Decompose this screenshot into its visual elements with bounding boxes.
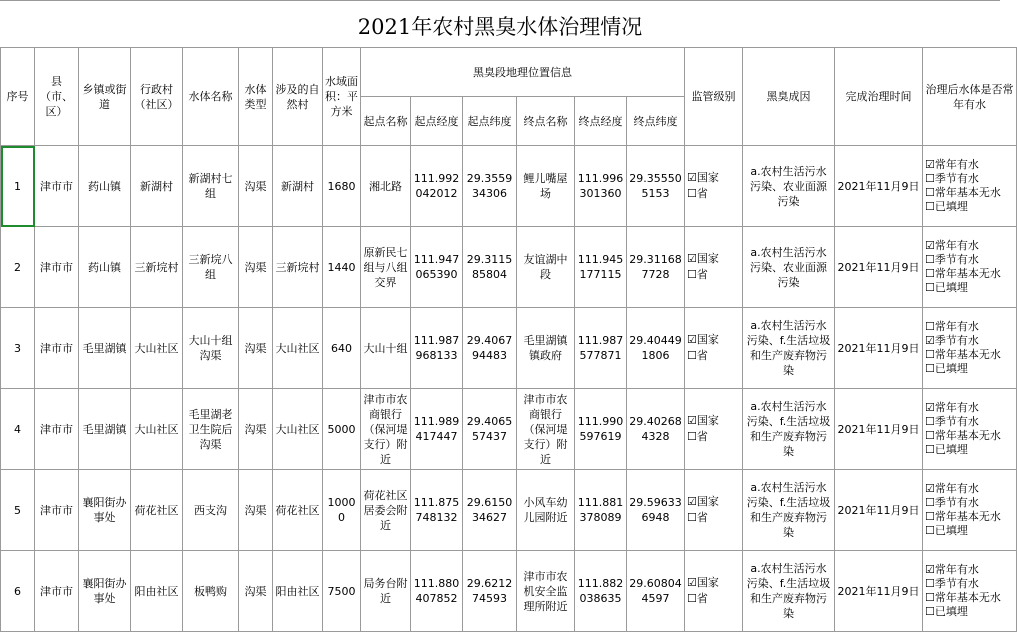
cell-start-name[interactable]: 大山十组 [361, 308, 411, 389]
cell-completion[interactable]: 2021年11月9日 [835, 146, 923, 227]
cell-area[interactable]: 1440 [323, 227, 361, 308]
header-start-lng[interactable]: 起点经度 [411, 97, 463, 146]
water-status-option[interactable]: ☐常年基本无水 [925, 186, 1001, 199]
supervision-province-checkbox[interactable]: ☐省 [687, 268, 708, 281]
header-town[interactable]: 乡镇或街道 [79, 48, 131, 146]
cell-supervision[interactable] [685, 146, 743, 227]
cell-end-lat[interactable]: 29.355505153 [627, 146, 685, 227]
water-status-option[interactable]: ☐已填埋 [925, 605, 968, 618]
table-row [1, 389, 1017, 470]
cell-after[interactable] [923, 308, 1017, 389]
supervision-province-checkbox[interactable]: ☐省 [687, 511, 708, 524]
supervision-national-checkbox[interactable]: ☑国家 [687, 252, 719, 265]
cell-water-type[interactable]: 沟渠 [239, 551, 273, 632]
cell-end-name[interactable]: 津市市农商银行（保河堤支行）附近 [517, 389, 575, 470]
table-body [1, 146, 1017, 632]
cell-area[interactable]: 10000 [323, 470, 361, 551]
cell-end-name[interactable]: 小风车幼儿园附近 [517, 470, 575, 551]
water-status-option[interactable]: ☐季节有水 [925, 172, 979, 185]
header-water-name[interactable]: 水体名称 [183, 48, 239, 146]
cell-village[interactable]: 大山社区 [131, 389, 183, 470]
water-status-option[interactable]: ☐常年基本无水 [925, 429, 1001, 442]
cell-county[interactable]: 津市市 [35, 551, 79, 632]
cell-start-lng[interactable]: 111.987968133 [411, 308, 463, 389]
cell-end-lng[interactable]: 111.882038635 [575, 551, 627, 632]
cell-end-name[interactable]: 鲤儿嘴屋场 [517, 146, 575, 227]
cell-supervision[interactable] [685, 389, 743, 470]
header-cause[interactable]: 黑臭成因 [743, 48, 835, 146]
cell-completion[interactable]: 2021年11月9日 [835, 551, 923, 632]
cell-completion[interactable]: 2021年11月9日 [835, 389, 923, 470]
table-row [1, 308, 1017, 389]
water-status-option[interactable]: ☐季节有水 [925, 577, 979, 590]
cell-natural-village[interactable]: 阳由社区 [273, 551, 323, 632]
cell-end-lat[interactable]: 29.404491806 [627, 308, 685, 389]
water-status-option[interactable]: ☐已填埋 [925, 524, 968, 537]
cell-end-lat[interactable]: 29.608044597 [627, 551, 685, 632]
cell-supervision[interactable] [685, 227, 743, 308]
supervision-province-checkbox[interactable]: ☐省 [687, 349, 708, 362]
cell-village[interactable]: 三新垸村 [131, 227, 183, 308]
cell-county[interactable]: 津市市 [35, 146, 79, 227]
cell-start-lng[interactable]: 111.989417447 [411, 389, 463, 470]
cell-start-lat[interactable]: 29.621274593 [463, 551, 517, 632]
cell-end-lng[interactable]: 111.996301360 [575, 146, 627, 227]
cell-start-name[interactable]: 津市市农商银行（保河堤支行）附近 [361, 389, 411, 470]
cell-start-lat[interactable]: 29.355934306 [463, 146, 517, 227]
header-end-lat[interactable]: 终点纬度 [627, 97, 685, 146]
water-status-option[interactable]: ☐常年基本无水 [925, 348, 1001, 361]
cell-water-name[interactable]: 新湖村七组 [183, 146, 239, 227]
cell-town[interactable]: 药山镇 [79, 146, 131, 227]
cell-area[interactable]: 5000 [323, 389, 361, 470]
cell-cause[interactable]: a.农村生活污水污染、f.生活垃圾和生产废弃物污染 [743, 308, 835, 389]
cell-town[interactable]: 药山镇 [79, 227, 131, 308]
cell-completion[interactable]: 2021年11月9日 [835, 308, 923, 389]
cell-county[interactable]: 津市市 [35, 308, 79, 389]
supervision-province-checkbox[interactable]: ☐省 [687, 430, 708, 443]
cell-end-lat[interactable]: 29.596336948 [627, 470, 685, 551]
cell-town[interactable]: 襄阳街办事处 [79, 551, 131, 632]
cell-town[interactable]: 襄阳街办事处 [79, 470, 131, 551]
header-row-1 [1, 48, 1017, 97]
cell-water-name[interactable]: 板鸭购 [183, 551, 239, 632]
cell-seq[interactable]: 2 [1, 227, 35, 308]
table-row [1, 146, 1017, 227]
cell-area[interactable]: 640 [323, 308, 361, 389]
supervision-national-checkbox[interactable]: ☑国家 [687, 333, 719, 346]
header-supervision[interactable]: 监管级别 [685, 48, 743, 146]
cell-start-lng[interactable]: 111.880407852 [411, 551, 463, 632]
cell-natural-village[interactable]: 大山社区 [273, 308, 323, 389]
water-status-option[interactable]: ☐季节有水 [925, 415, 979, 428]
cell-start-lng[interactable]: 111.992042012 [411, 146, 463, 227]
cell-cause[interactable]: a.农村生活污水污染、f.生活垃圾和生产废弃物污染 [743, 551, 835, 632]
governance-table [0, 47, 1017, 632]
header-start-name[interactable]: 起点名称 [361, 97, 411, 146]
cell-supervision[interactable] [685, 470, 743, 551]
cell-village[interactable]: 新湖村 [131, 146, 183, 227]
cell-water-name[interactable]: 毛里湖老卫生院后沟渠 [183, 389, 239, 470]
water-status-option[interactable]: ☐常年有水 [925, 320, 979, 333]
water-status-option[interactable]: ☑常年有水 [925, 482, 979, 495]
cell-town[interactable]: 毛里湖镇 [79, 308, 131, 389]
cell-cause[interactable]: a.农村生活污水污染、农业面源污染 [743, 227, 835, 308]
header-area[interactable]: 水域面积：平方米 [323, 48, 361, 146]
water-status-option[interactable]: ☑季节有水 [925, 334, 979, 347]
cell-end-lng[interactable]: 111.881378089 [575, 470, 627, 551]
cell-end-lng[interactable]: 111.990597619 [575, 389, 627, 470]
water-status-option[interactable]: ☑常年有水 [925, 239, 979, 252]
cell-completion[interactable]: 2021年11月9日 [835, 227, 923, 308]
supervision-national-checkbox[interactable]: ☑国家 [687, 414, 719, 427]
cell-start-lat[interactable]: 29.406794483 [463, 308, 517, 389]
water-status-option[interactable]: ☐季节有水 [925, 253, 979, 266]
cell-natural-village[interactable]: 新湖村 [273, 146, 323, 227]
water-status-option[interactable]: ☐常年基本无水 [925, 591, 1001, 604]
cell-start-name[interactable]: 湘北路 [361, 146, 411, 227]
cell-after[interactable] [923, 146, 1017, 227]
cell-village[interactable]: 荷花社区 [131, 470, 183, 551]
cell-start-lat[interactable]: 29.311585804 [463, 227, 517, 308]
cell-end-name[interactable]: 友谊湖中段 [517, 227, 575, 308]
cell-start-lng[interactable]: 111.875748132 [411, 470, 463, 551]
header-completion[interactable]: 完成治理时间 [835, 48, 923, 146]
supervision-national-checkbox[interactable]: ☑国家 [687, 495, 719, 508]
cell-seq[interactable]: 5 [1, 470, 35, 551]
supervision-national-checkbox[interactable]: ☑国家 [687, 576, 719, 589]
cell-completion[interactable]: 2021年11月9日 [835, 470, 923, 551]
cell-supervision[interactable] [685, 551, 743, 632]
cell-water-type[interactable]: 沟渠 [239, 227, 273, 308]
cell-after[interactable] [923, 389, 1017, 470]
cell-seq[interactable]: 1 [1, 146, 35, 227]
cell-start-lat[interactable]: 29.615034627 [463, 470, 517, 551]
cell-after[interactable] [923, 551, 1017, 632]
header-county[interactable]: 县（市、区） [35, 48, 79, 146]
cell-county[interactable]: 津市市 [35, 227, 79, 308]
cell-natural-village[interactable]: 三新垸村 [273, 227, 323, 308]
cell-area[interactable]: 7500 [323, 551, 361, 632]
cell-start-name[interactable]: 原新民七组与八组交界 [361, 227, 411, 308]
table-row [1, 227, 1017, 308]
cell-county[interactable]: 津市市 [35, 470, 79, 551]
cell-seq[interactable]: 3 [1, 308, 35, 389]
header-end-lng[interactable]: 终点经度 [575, 97, 627, 146]
cell-area[interactable]: 1680 [323, 146, 361, 227]
cell-start-lat[interactable]: 29.406557437 [463, 389, 517, 470]
table-row [1, 470, 1017, 551]
cell-water-type[interactable]: 沟渠 [239, 389, 273, 470]
cell-water-type[interactable]: 沟渠 [239, 146, 273, 227]
cell-supervision[interactable] [685, 308, 743, 389]
cell-village[interactable]: 阳由社区 [131, 551, 183, 632]
supervision-province-checkbox[interactable]: ☐省 [687, 187, 708, 200]
cell-village[interactable]: 大山社区 [131, 308, 183, 389]
cell-water-type[interactable]: 沟渠 [239, 308, 273, 389]
water-status-option[interactable]: ☐已填埋 [925, 362, 968, 375]
water-status-option[interactable]: ☐季节有水 [925, 496, 979, 509]
cell-end-lng[interactable]: 111.987577871 [575, 308, 627, 389]
header-water-type[interactable]: 水体类型 [239, 48, 273, 146]
supervision-national-checkbox[interactable]: ☑国家 [687, 171, 719, 184]
cell-seq[interactable]: 4 [1, 389, 35, 470]
cell-natural-village[interactable]: 荷花社区 [273, 470, 323, 551]
cell-cause[interactable]: a.农村生活污水污染、农业面源污染 [743, 146, 835, 227]
cell-county[interactable]: 津市市 [35, 389, 79, 470]
cell-end-name[interactable]: 津市市农机安全监理所附近 [517, 551, 575, 632]
cell-water-type[interactable]: 沟渠 [239, 470, 273, 551]
cell-town[interactable]: 毛里湖镇 [79, 389, 131, 470]
cell-seq[interactable]: 6 [1, 551, 35, 632]
cell-end-lng[interactable]: 111.945177115 [575, 227, 627, 308]
header-natural-village[interactable]: 涉及的自然村 [273, 48, 323, 146]
header-seq[interactable]: 序号 [1, 48, 35, 146]
table-row [1, 551, 1017, 632]
cell-end-lat[interactable]: 29.311687728 [627, 227, 685, 308]
cell-cause[interactable]: a.农村生活污水污染、f.生活垃圾和生产废弃物污染 [743, 470, 835, 551]
cell-start-name[interactable]: 局务台附近 [361, 551, 411, 632]
water-status-option[interactable]: ☐常年基本无水 [925, 267, 1001, 280]
cell-water-name[interactable]: 西支沟 [183, 470, 239, 551]
cell-start-lng[interactable]: 111.947065390 [411, 227, 463, 308]
sheet-title: 2021年农村黑臭水体治理情况 [0, 0, 1000, 48]
water-status-option[interactable]: ☐已填埋 [925, 281, 968, 294]
cell-natural-village[interactable]: 大山社区 [273, 389, 323, 470]
water-status-option[interactable]: ☑常年有水 [925, 401, 979, 414]
header-end-name[interactable]: 终点名称 [517, 97, 575, 146]
water-status-option[interactable]: ☑常年有水 [925, 158, 979, 171]
cell-end-lat[interactable]: 29.402684328 [627, 389, 685, 470]
cell-after[interactable] [923, 227, 1017, 308]
water-status-option[interactable]: ☑常年有水 [925, 563, 979, 576]
header-geo-group[interactable]: 黑臭段地理位置信息 [361, 48, 685, 97]
cell-end-name[interactable]: 毛里湖镇镇政府 [517, 308, 575, 389]
cell-start-name[interactable]: 荷花社区居委会附近 [361, 470, 411, 551]
water-status-option[interactable]: ☐常年基本无水 [925, 510, 1001, 523]
header-start-lat[interactable]: 起点纬度 [463, 97, 517, 146]
header-village[interactable]: 行政村（社区） [131, 48, 183, 146]
cell-water-name[interactable]: 大山十组沟渠 [183, 308, 239, 389]
cell-water-name[interactable]: 三新垸八组 [183, 227, 239, 308]
water-status-option[interactable]: ☐已填埋 [925, 443, 968, 456]
cell-after[interactable] [923, 470, 1017, 551]
header-after[interactable]: 治理后水体是否常年有水 [923, 48, 1017, 146]
water-status-option[interactable]: ☐已填埋 [925, 200, 968, 213]
cell-cause[interactable]: a.农村生活污水污染、f.生活垃圾和生产废弃物污染 [743, 389, 835, 470]
supervision-province-checkbox[interactable]: ☐省 [687, 592, 708, 605]
